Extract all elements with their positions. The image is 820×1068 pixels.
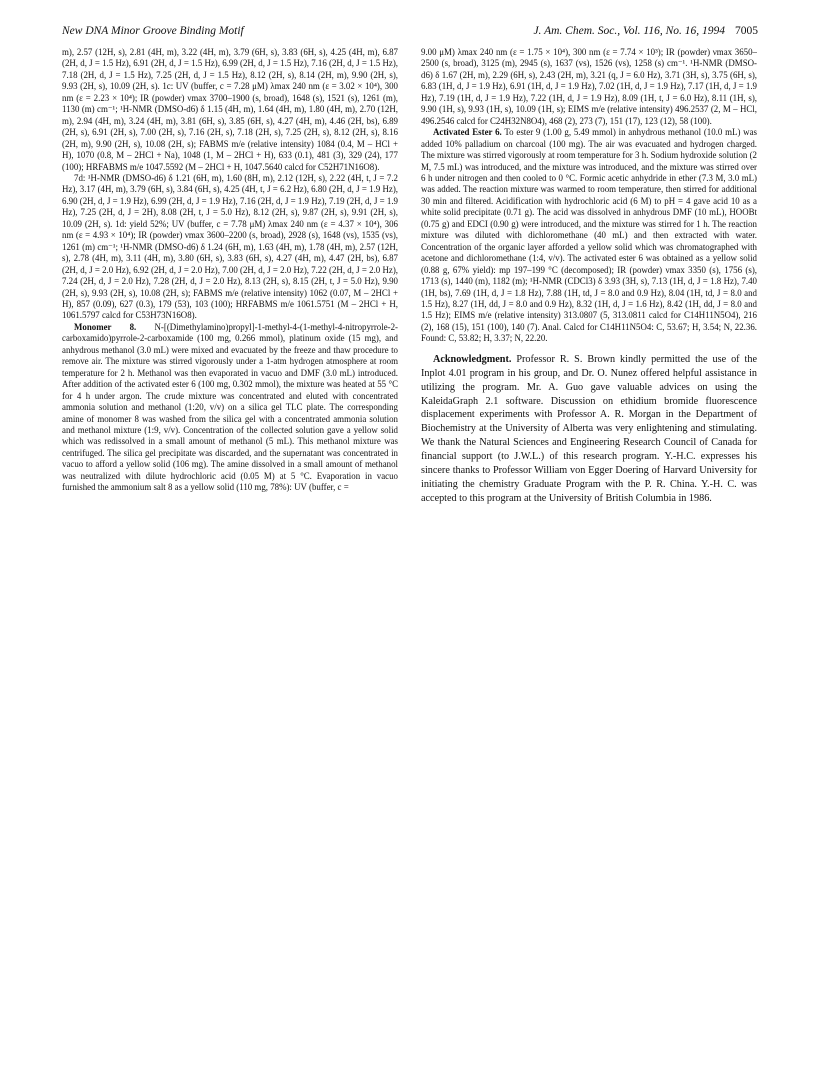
acknowledgment-text: Professor R. S. Brown kindly permitted the use of the Inplot 4.01 program in his group, and Dr. O. Nunez offered helpful assistance in utilizing the program. Mr. A. Guo gave valuable advices on using the KaleidaGraph 2.1 software. Discussion on ethidium bromide fluorescence displacement experiments with Professor A. R. Morgan in the Department of Biochemistry at the University of Alberta was very enlightening and stimulating. We thank the Natural Sciences and Engineering Research Council of Canada for financial support (to J.W.L.) of this research program. Y.-H.C. expresses his sincere thanks to Professor William von Egger Doering of Harvard University for initiating the chemistry Graduate Program with the P. R. China. Y.-H. C. was accepted to this program at the University of British Columbia in 1986. xyxy=(421,353,757,504)
paragraph-activated-ester-6 xyxy=(421,127,757,345)
paragraph-1c-data: m), 2.57 (12H, s), 2.81 (4H, m), 3.22 (4H, m), 3.79 (6H, s), 3.83 (6H, s), 4.25 (4H, m), 6.87 (2H, d, J = 1.5 Hz), 6.91 (2H, d, J = 1.5 Hz), 6.99 (2H, d, J = 1.5 Hz), 7.16 (2H, d, J = 1.5 Hz), 7.18 (2H, d, J = 1.5 Hz), 7.25 (2H, d, J = 1.5 Hz), 8.12 (2H, s), 8.14 (2H, m), 9.90 (2H, s), 9.93 (2H, s), 10.09 (2H, s). 1c: UV (buffer, c = 7.28 μM) λmax 240 nm (ε = 3.02 × 10⁴), 300 nm (ε = 2.23 × 10⁴); IR (powder) νmax 3700–1900 (s, broad), 1648 (s), 1521 (s), 1261 (m), 1130 (m) cm⁻¹; ¹H-NMR (DMSO-d6) δ 1.15 (4H, m), 1.64 (4H, m), 1.80 (4H, m), 2.70 (12H, m), 2.94 (4H, m), 3.24 (4H, m), 3.81 (6H, s), 3.85 (6H, s), 4.27 (4H, m), 4.46 (2H, bs), 6.89 (2H, s), 6.91 (2H, s), 7.00 (2H, s), 7.16 (2H, s), 7.18 (2H, s), 7.25 (2H, s), 8.12 (2H, s), 8.16 (2H, m), 9.90 (2H, s), 10.08 (2H, s); FABMS m/e (relative intensity) 1084 (0.4, M – HCl + H), 1070 (0.8, M – 2HCl + Na), 1048 (1, M – 2HCl + H), 633 (0.1), 481 (3), 329 (24), 177 (100); HRFABMS m/e 1047.5592 (M – 2HCl + H, 1047.5640 calcd for C52H71N16O8). xyxy=(62,47,398,172)
acknowledgment-paragraph xyxy=(421,353,757,506)
paragraph-monomer-8-continued: 9.00 μM) λmax 240 nm (ε = 1.75 × 10⁴), 300 nm (ε = 7.74 × 10³); IR (powder) νmax 3650–2500 (s, broad), 3125 (m), 2945 (s), 1637 (vs), 1526 (vs), 1258 (s) cm⁻¹. ¹H-NMR (DMSO-d6) δ 1.67 (2H, m), 2.29 (6H, s), 2.43 (2H, m), 3.21 (q, J = 6.0 Hz), 3.71 (3H, s), 3.75 (6H, s), 6.83 (1H, d, J = 1.9 Hz), 6.91 (1H, d, J = 1.9 Hz), 7.02 (1H, d, J = 1.9 Hz), 7.17 (1H, d, J = 1.9 Hz), 7.19 (1H, d, J = 1.9 Hz), 7.22 (1H, d, J = 1.9 Hz), 8.09 (1H, t, J = 6.0 Hz), 8.11 (1H, s), 9.90 (1H, s), 9.93 (1H, s), 10.09 (1H, s); EIMS m/e (relative intensity) 496.2537 (2, M – HCl, 496.2546 calcd for C24H32N8O4), 468 (2), 273 (7), 151 (17), 123 (12), 58 (100). xyxy=(421,47,757,126)
journal-citation xyxy=(533,25,758,37)
journal-reference: J. Am. Chem. Soc., Vol. 116, No. 16, 1994 xyxy=(533,25,725,37)
paragraph-monomer-8 xyxy=(62,322,398,494)
activated-ester-text: To ester 9 (1.00 g, 5.49 mmol) in anhydrous methanol (10.0 mL) was added 10% palladium on charcoal (100 mg). The air was evacuated and hydrogen charged. The mixture was stirred vigorously at room temperature for 3 h. Sodium hydroxide solution (2 M, 7.5 mL) was introduced, and the mixture was introduced, and the mixture was stirred over 6 h under nitrogen and then cooled to 0 °C. Formic acetic anhydride in ether (7.3 M, 3.0 mL) was added. The reaction mixture was warmed to room temperature, then stirred for additional 30 min and filtered. Acidification with hydrochloric acid (6 M) to pH = 4 gave acid 10 as a white solid precipitate (0.71 g). The acid was dissolved in anhydrous DMF (10 mL), HOOBt (0.75 g) and EDCI (0.90 g) were introduced, and the mixture was stirred for 1 h. The reaction mixture was diluted with dichloromethane (40 mL) and then extracted with water. Concentration of the organic layer afforded a yellow solid which was chromatographed with acetone and dichloromethane (1:4, v/v). The activated ester 6 was obtained as a yellow solid (0.88 g, 67% yield): mp 197–199 °C (decomposed); IR (powder) νmax 3350 (s), 1756 (s), 1713 (s), 1440 (m), 1182 (m); ¹H-NMR (CDCl3) δ 3.93 (3H, s), 7.13 (1H, d, J = 1.8 Hz), 7.40 (1H, bs), 7.69 (1H, d, J = 1.8 Hz), 7.88 (1H, td, J = 8.0 and 0.9 Hz), 8.04 (1H, td, J = 8.0 and 1.5 Hz), 8.27 (1H, dd, J = 8.0 and 0.9 Hz), 8.32 (1H, d, J = 1.6 Hz), 8.42 (1H, dd, J = 8.0 and 1.5 Hz); EIMS m/e (relative intensity) 313.0807 (5, 313.0811 calcd for C14H11N5O4), 216 (2), 168 (15), 151 (100), 140 (7). Anal. Calcd for C14H11N5O4: C, 53.67; H, 3.54; N, 22.36. Found: C, 53.82; H, 3.37; N, 22.20. xyxy=(421,127,757,344)
section-lead-monomer-8: Monomer 8. xyxy=(74,321,137,332)
running-title: New DNA Minor Groove Binding Motif xyxy=(62,25,244,37)
acknowledgment-heading: Acknowledgment. xyxy=(433,353,512,365)
left-column xyxy=(62,47,398,494)
running-header xyxy=(62,25,758,41)
section-lead-activated-ester: Activated Ester 6. xyxy=(433,127,502,138)
monomer-8-text: N-[(Dimethylamino)propyl]-1-methyl-4-(1-methyl-4-nitropyrrole-2-carboxamido)pyrrole-2-carboxamide (100 mg, 0.266 mmol), platinum oxide (15 mg), and anhydrous methanol (3.0 mL) were mixed and evacuated by the freeze and thaw procedure to remove air. The mixture was stirred vigorously under a 1-atm hydrogen atmosphere at room temperature for 2 h. Methanol was then evaporated in vacuo and DMF (3.0 mL) introduced. After addition of the activated ester 6 (100 mg, 0.302 mmol), the mixture was heated at 55 °C for 4 h under argon. The crude mixture was concentrated and eluted with concentrated ammonia solution and methanol (1:20, v/v) on a silica gel TLC plate. The corresponding amine of monomer 8 was washed from the silica gel with a concentrated ammonia solution and methanol mixture (1:9, v/v). Concentration of the collected solution gave a yellow solid which was redissolved in a small amount of methanol (5 mL). This methanol mixture was centrifuged. The silica gel precipitate was discarded, and the supernatant was concentrated in vacuo to afford a yellow solid (106 mg). The amine dissolved in a small amount of methanol was neutralized with dilute hydrochloric acid (0.05 M) at 5 °C. Evaporation in vacuo furnished the ammonium salt 8 as a yellow solid (110 mg, 78%): UV (buffer, c = xyxy=(62,321,398,493)
page-number: 7005 xyxy=(735,25,758,37)
right-column xyxy=(421,47,757,506)
paragraph-7d-data: 7d: ¹H-NMR (DMSO-d6) δ 1.21 (6H, m), 1.60 (8H, m), 2.12 (12H, s), 2.22 (4H, t, J = 7.2 Hz), 3.17 (4H, m), 3.79 (6H, s), 3.84 (6H, s), 4.25 (4H, t, J = 6.2 Hz), 6.80 (2H, d, J = 1.9 Hz), 6.90 (2H, d, J = 1.9 Hz), 6.99 (2H, d, J = 1.9 Hz), 7.16 (2H, d, J = 1.9 Hz), 7.19 (2H, d, J = 1.9 Hz), 7.25 (2H, d, J = 2H), 8.08 (2H, t, J = 5.0 Hz), 8.12 (2H, s), 9.87 (2H, s), 9.91 (2H, s), 10.09 (2H, s). 1d: yield 52%; UV (buffer, c = 7.78 μM) λmax 240 nm (ε = 4.37 × 10⁴), 306 nm (ε = 4.93 × 10⁴); IR (powder) νmax 3600–2200 (s, broad), 2928 (s), 1648 (vs), 1535 (vs), 1261 (m) cm⁻¹; ¹H-NMR (DMSO-d6) δ 1.24 (6H, m), 1.63 (4H, m), 1.78 (4H, m), 2.57 (12H, s), 2.78 (4H, m), 3.11 (4H, m), 3.80 (6H, s), 3.83 (6H, s), 4.27 (4H, m), 4.47 (2H, bs), 6.87 (2H, d, J = 2.0 Hz), 6.92 (2H, d, J = 2.0 Hz), 7.00 (2H, d, J = 2.0 Hz), 7.22 (2H, d, J = 2.0 Hz), 7.24 (2H, d, J = 2.0 Hz), 7.28 (2H, d, J = 2.0 Hz), 8.13 (2H, s), 8.15 (2H, t, J = 5.0 Hz), 9.90 (2H, s), 9.93 (2H, s), 10.08 (2H, s); FABMS m/e (relative intensity) 1062 (0.07, M – 2HCl + H), 857 (0.09), 627 (0.3), 179 (53), 103 (100); HRFABMS m/e 1061.5751 (M – 2HCl + H, 1061.5797 calcd for C53H73N16O8). xyxy=(62,172,398,321)
